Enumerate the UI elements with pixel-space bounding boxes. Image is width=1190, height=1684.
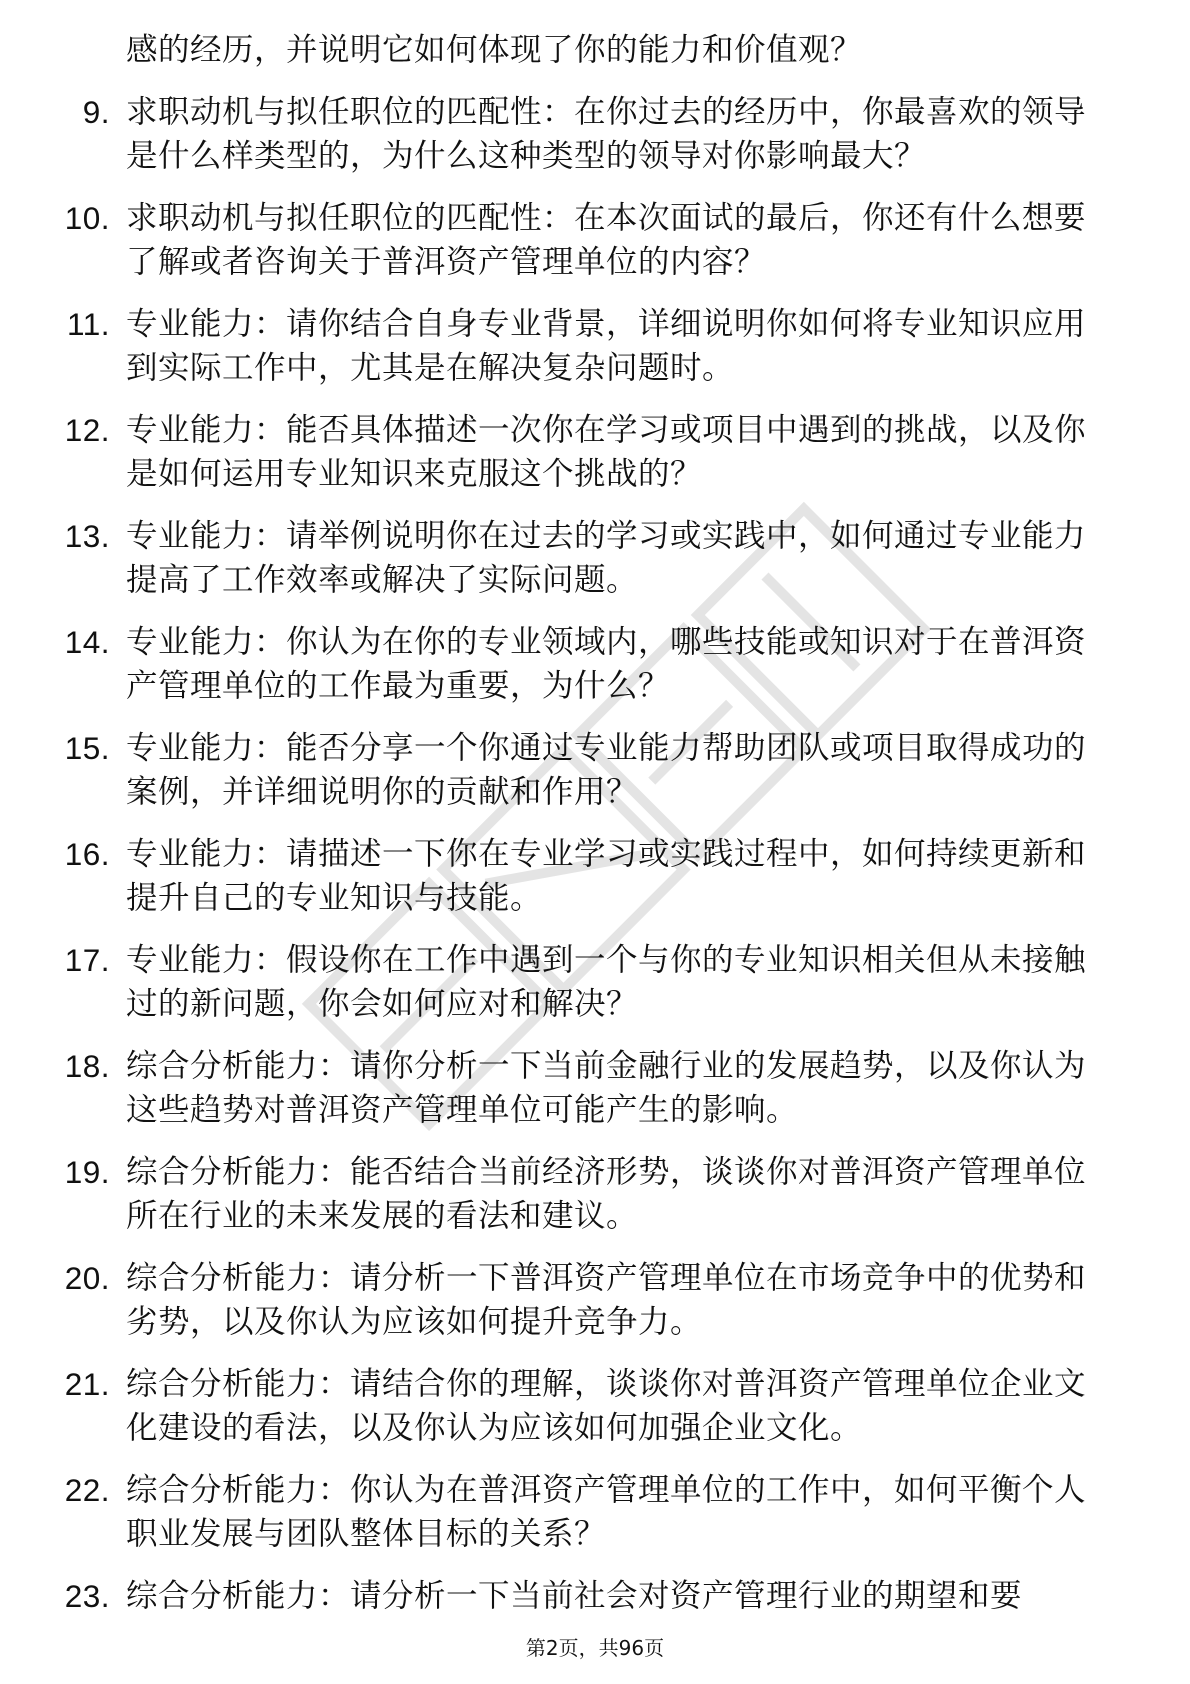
question-text: 求职动机与拟任职位的匹配性：在本次面试的最后，你还有什么想要了解或者咨询关于普洱资产管理单位的内容？ [126, 200, 1087, 280]
question-text: 综合分析能力：请分析一下普洱资产管理单位在市场竞争中的优势和劣势，以及你认为应该如何提升竞争力。 [126, 1260, 1087, 1340]
question-text: 综合分析能力：请分析一下当前社会对资产管理行业的期望和要 [126, 1578, 1023, 1614]
question-text: 感的经历，并说明它如何体现了你的能力和价值观？ [126, 32, 863, 68]
question-item [0, 620, 1106, 708]
question-text: 专业能力：请举例说明你在过去的学习或实践中，如何通过专业能力提高了工作效率或解决了实际问题。 [126, 518, 1087, 598]
question-list [0, 28, 1190, 1636]
question-text: 综合分析能力：你认为在普洱资产管理单位的工作中，如何平衡个人职业发展与团队整体目标的关系？ [126, 1472, 1087, 1552]
question-number: 12. [64, 412, 110, 448]
question-number: 22. [64, 1472, 110, 1508]
question-item [0, 514, 1106, 602]
question-number: 16. [64, 836, 110, 872]
question-item [0, 196, 1106, 284]
question-item [0, 1468, 1106, 1556]
question-item [0, 1256, 1106, 1344]
question-number: 20. [64, 1260, 110, 1296]
question-number: 23. [64, 1578, 110, 1614]
page-footer [0, 1632, 1190, 1661]
question-number: 19. [64, 1154, 110, 1190]
question-text: 专业能力：请你结合自身专业背景，详细说明你如何将专业知识应用到实际工作中，尤其是在解决复杂问题时。 [126, 306, 1087, 386]
question-continuation [0, 28, 1106, 72]
question-item [0, 90, 1106, 178]
question-number: 14. [64, 624, 110, 660]
question-text: 专业能力：假设你在工作中遇到一个与你的专业知识相关但从未接触过的新问题，你会如何应对和解决？ [126, 942, 1087, 1022]
question-number: 21. [64, 1366, 110, 1402]
question-text: 专业能力：请描述一下你在专业学习或实践过程中，如何持续更新和提升自己的专业知识与技能。 [126, 836, 1087, 916]
question-item [0, 1574, 1106, 1618]
question-text: 专业能力：你认为在你的专业领域内，哪些技能或知识对于在普洱资产管理单位的工作最为重要，为什么？ [126, 624, 1087, 704]
question-item [0, 1150, 1106, 1238]
question-number: 15. [64, 730, 110, 766]
question-number: 18. [64, 1048, 110, 1084]
question-item [0, 408, 1106, 496]
question-number: 10. [64, 200, 110, 236]
question-text: 专业能力：能否分享一个你通过专业能力帮助团队或项目取得成功的案例，并详细说明你的贡献和作用？ [126, 730, 1087, 810]
question-item [0, 832, 1106, 920]
question-number: 13. [64, 518, 110, 554]
question-item [0, 726, 1106, 814]
question-number: 9. [82, 94, 110, 130]
question-text: 专业能力：能否具体描述一次你在学习或项目中遇到的挑战，以及你是如何运用专业知识来克服这个挑战的？ [126, 412, 1087, 492]
page-number: 第2页，共96页 [525, 1636, 665, 1660]
question-text: 综合分析能力：请你分析一下当前金融行业的发展趋势，以及你认为这些趋势对普洱资产管理单位可能产生的影响。 [126, 1048, 1087, 1128]
question-item [0, 1044, 1106, 1132]
question-item [0, 302, 1106, 390]
question-number: 11. [67, 306, 110, 342]
question-text: 综合分析能力：能否结合当前经济形势，谈谈你对普洱资产管理单位所在行业的未来发展的看法和建议。 [126, 1154, 1087, 1234]
question-item [0, 938, 1106, 1026]
question-text: 求职动机与拟任职位的匹配性：在你过去的经历中，你最喜欢的领导是什么样类型的，为什么这种类型的领导对你影响最大？ [126, 94, 1087, 174]
question-number: 17. [64, 942, 110, 978]
question-text: 综合分析能力：请结合你的理解，谈谈你对普洱资产管理单位企业文化建设的看法，以及你认为应该如何加强企业文化。 [126, 1366, 1087, 1446]
question-item [0, 1362, 1106, 1450]
